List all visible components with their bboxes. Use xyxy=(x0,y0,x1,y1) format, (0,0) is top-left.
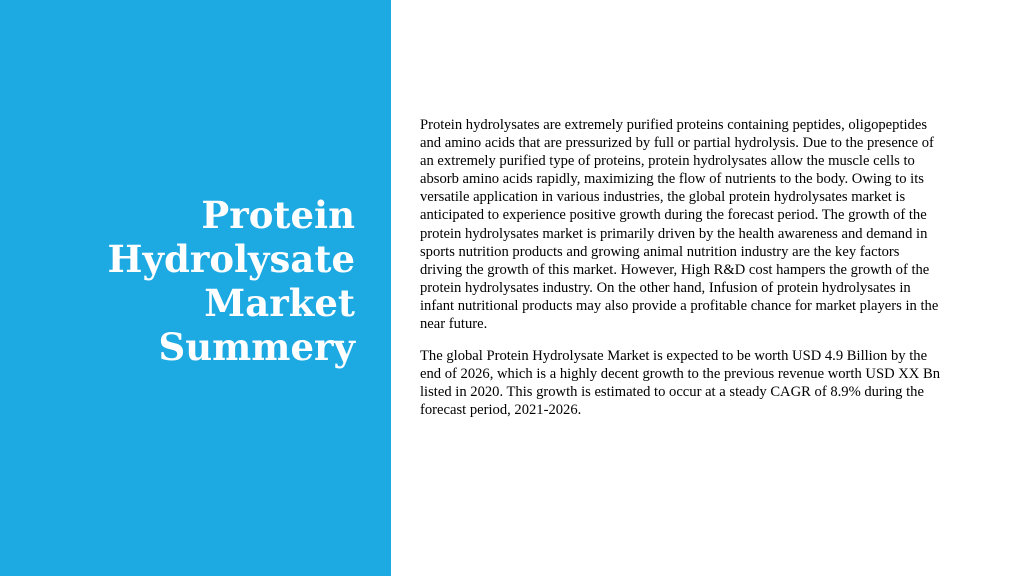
body-text-panel xyxy=(420,116,940,434)
body-paragraph-1: Protein hydrolysates are extremely purified proteins containing peptides, oligopeptides and amino acids that are pressurized by full or partial hydrolysis. Due to the presence of an extremely purified type of proteins, protein hydrolysates allow the muscle cells to absorb amino acids rapidly, maximizing the flow of nutrients to the body. Owing to its versatile application in various industries, the global protein hydrolysates market is anticipated to experience positive growth during the forecast period. The growth of the protein hydrolysates market is primarily driven by the health awareness and demand in sports nutrition products and growing animal nutrition industry are the key factors driving the growth of this market. However, High R&D cost hampers the growth of the protein hydrolysates industry. On the other hand, Infusion of protein hydrolysates in infant nutritional products may also provide a profitable chance for market players in the near future. xyxy=(420,117,939,333)
body-paragraph-2: The global Protein Hydrolysate Market is expected to be worth USD 4.9 Billion by the end of 2026, which is a highly decent growth to the previous revenue worth USD XX Bn listed in 2020. This growth is estimated to occur at a steady CAGR of 8.9% during the forecast period, 2021-2026. xyxy=(420,348,941,419)
slide-title xyxy=(15,193,355,369)
title-line-1: Protein xyxy=(201,193,355,237)
title-line-4: Summery xyxy=(158,325,355,369)
title-panel xyxy=(0,0,391,576)
title-line-2: Hydrolysate xyxy=(107,237,355,281)
title-line-3: Market xyxy=(204,281,355,325)
